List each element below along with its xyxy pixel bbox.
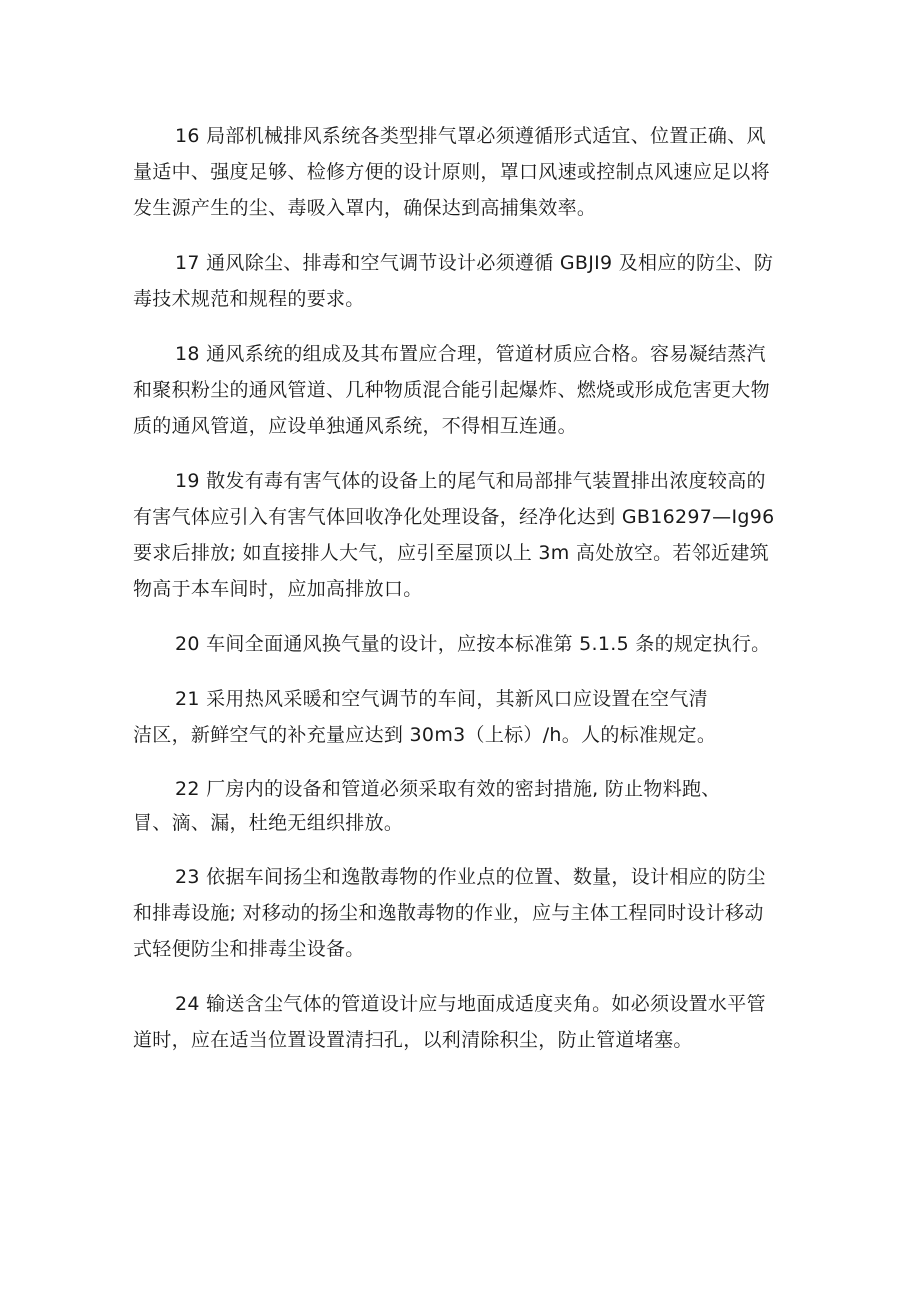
paragraph-17	[133, 245, 797, 317]
text-line: 洁区，新鲜空气的补充量应达到 30m3（上标）/h。人的标准规定。	[133, 724, 717, 746]
text-line: 24 输送含尘气体的管道设计应与地面成适度夹角。如必须设置水平管	[175, 993, 766, 1015]
text-line: 物高于本车间时，应加高排放口。	[133, 578, 423, 600]
text-line: 20 车间全面通风换气量的设计，应按本标准第 5.1.5 条的规定执行。	[175, 633, 771, 655]
text-line: 道时，应在适当位置设置清扫孔，以利清除积尘，防止管道堵塞。	[133, 1029, 693, 1051]
text-line: 18 通风系统的组成及其布置应合理，管道材质应合格。容易凝结蒸汽	[175, 343, 766, 365]
text-line: 和排毒设施; 对移动的扬尘和逸散毒物的作业，应与主体工程同时设计移动	[133, 902, 764, 924]
paragraph-19	[133, 463, 797, 607]
paragraph-23	[133, 859, 797, 967]
text-line: 19 散发有毒有害气体的设备上的尾气和局部排气装置排出浓度较高的	[175, 470, 766, 492]
document-body	[133, 118, 797, 1077]
text-line: 22 厂房内的设备和管道必须采取有效的密封措施, 防止物料跑、	[175, 778, 721, 800]
text-line: 质的通风管道，应设单独通风系统，不得相互连通。	[133, 415, 577, 437]
text-line: 要求后排放; 如直接排人大气，应引至屋顶以上 3m 高处放空。若邻近建筑	[133, 542, 769, 564]
paragraph-21	[133, 681, 797, 753]
text-line: 16 局部机械排风系统各类型排气罩必须遵循形式适宜、位置正确、风	[175, 125, 766, 147]
text-line: 量适中、强度足够、检修方便的设计原则，罩口风速或控制点风速应足以将	[133, 161, 770, 183]
text-line: 有害气体应引入有害气体回收净化处理设备，经净化达到 GB16297—Ig96	[133, 506, 775, 528]
text-line: 21 采用热风采暖和空气调节的车间，其新风口应设置在空气清	[175, 688, 708, 710]
text-line: 毒技术规范和规程的要求。	[133, 288, 365, 310]
text-line: 17 通风除尘、排毒和空气调节设计必须遵循 GBJI9 及相应的防尘、防	[175, 252, 774, 274]
paragraph-24	[133, 986, 797, 1058]
paragraph-20	[133, 626, 797, 662]
paragraph-16	[133, 118, 797, 226]
text-line: 式轻便防尘和排毒尘设备。	[133, 938, 365, 960]
paragraph-18	[133, 336, 797, 444]
paragraph-22	[133, 772, 797, 840]
text-line: 冒、滴、漏，杜绝无组织排放。	[133, 812, 404, 834]
text-line: 23 依据车间扬尘和逸散毒物的作业点的位置、数量，设计相应的防尘	[175, 866, 766, 888]
text-line: 和聚积粉尘的通风管道、几种物质混合能引起爆炸、燃烧或形成危害更大物	[133, 379, 770, 401]
text-line: 发生源产生的尘、毒吸入罩内，确保达到高捕集效率。	[133, 197, 597, 219]
